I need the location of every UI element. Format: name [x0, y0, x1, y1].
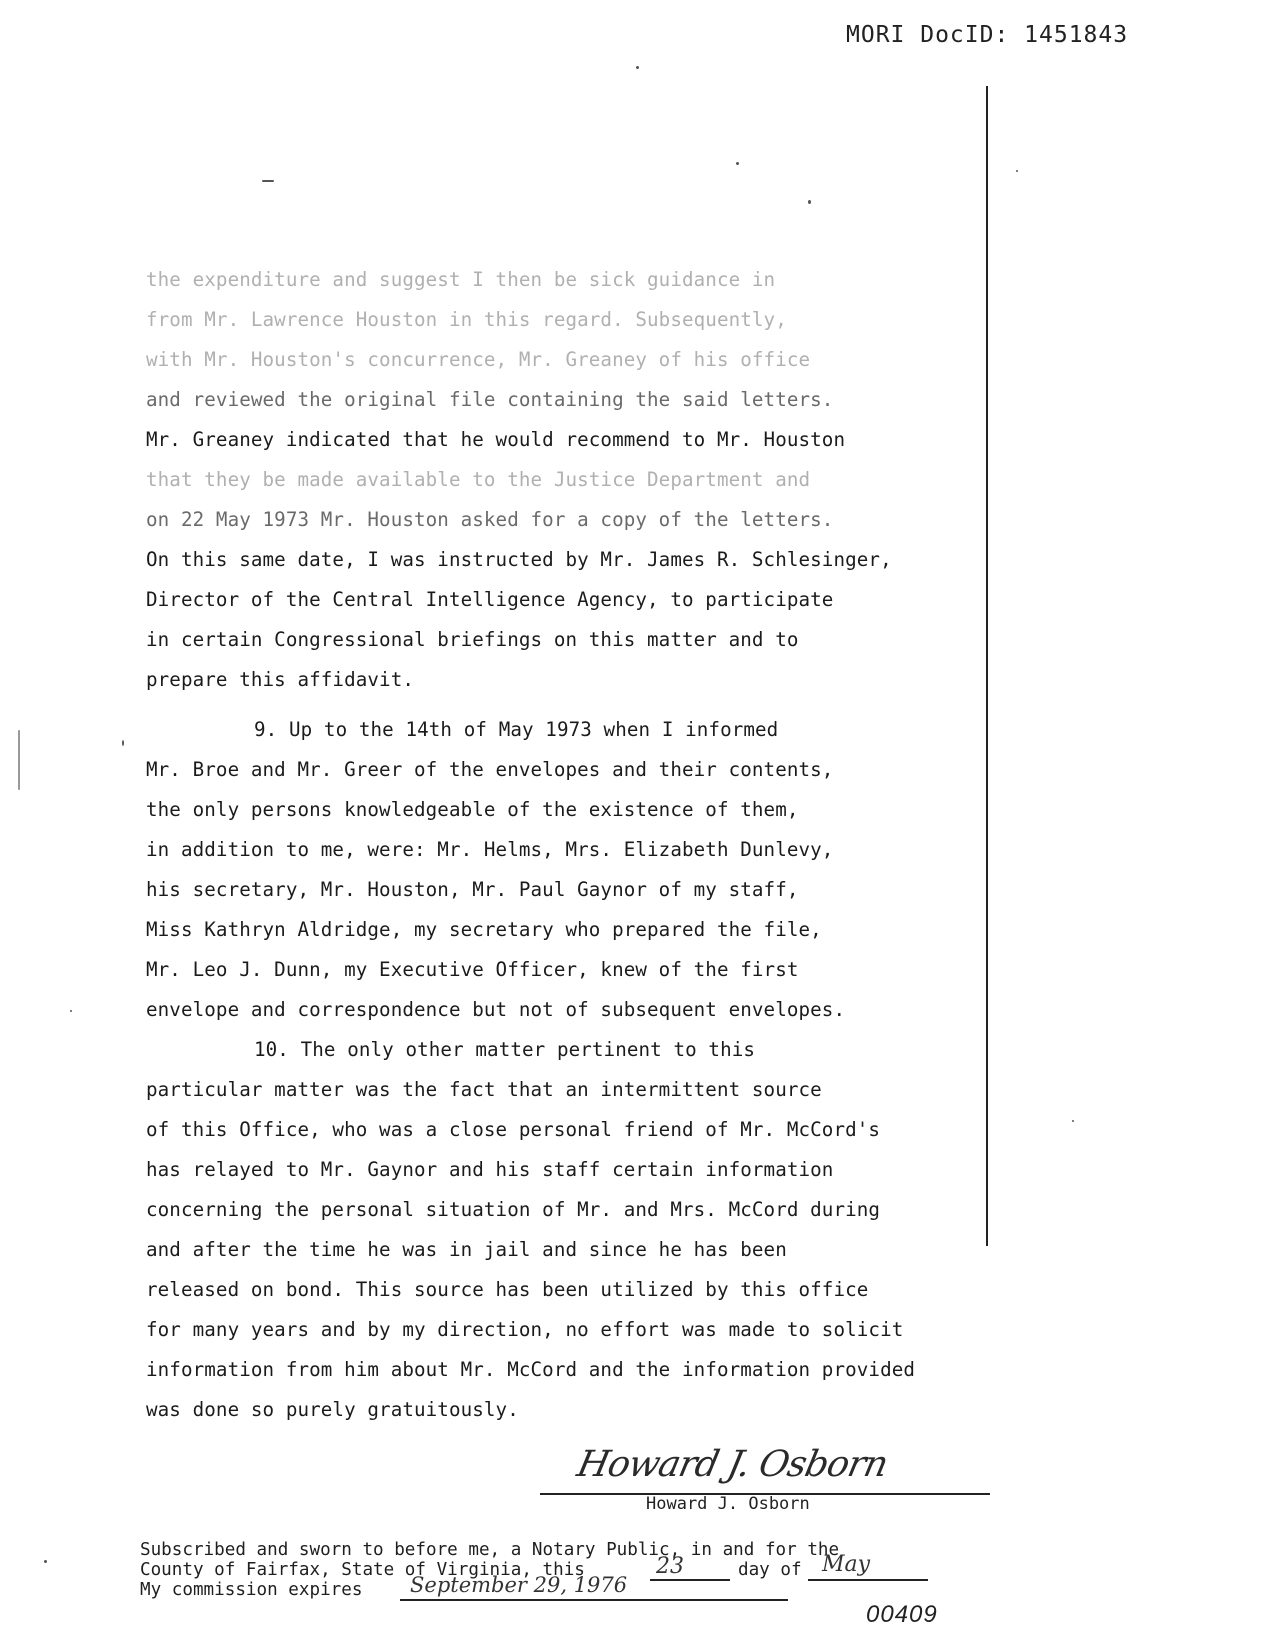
day-underline [650, 1579, 730, 1581]
doc-id: MORI DocID: 1451843 [846, 22, 1129, 48]
body-line: released on bond. This source has been utilized by this office [146, 1278, 869, 1301]
body-line: in certain Congressional briefings on this matter and to [146, 628, 799, 651]
body-line: prepare this affidavit. [146, 668, 414, 691]
scan-speck [70, 1010, 72, 1012]
body-line: the only persons knowledgeable of the existence of them, [146, 798, 799, 821]
body-line: with Mr. Houston's concurrence, Mr. Greaney of his office [146, 348, 811, 371]
paragraph-10-start: 10. The only other matter pertinent to this [254, 1038, 756, 1061]
body-line: has relayed to Mr. Gaynor and his staff certain information [146, 1158, 834, 1181]
notary-day: 23 [656, 1554, 684, 1579]
body-line: Miss Kathryn Aldridge, my secretary who prepared the file, [146, 918, 822, 941]
body-line: that they be made available to the Justice Department and [146, 468, 811, 491]
notary-line-2b: day of [738, 1560, 802, 1580]
scan-speck [808, 200, 811, 204]
notary-line-3: My commission expires [140, 1580, 363, 1600]
scan-speck [736, 162, 739, 165]
paragraph-9-start: 9. Up to the 14th of May 1973 when I informed [254, 718, 779, 741]
notary-line-2a: County of Fairfax, State of Virginia, this [140, 1560, 585, 1580]
scan-speck [44, 1560, 47, 1563]
body-line: information from him about Mr. McCord and the information provided [146, 1358, 916, 1381]
scan-speck [262, 180, 274, 182]
body-line: Mr. Broe and Mr. Greer of the envelopes and their contents, [146, 758, 834, 781]
scan-speck [122, 740, 124, 746]
body-line: Director of the Central Intelligence Agency, to participate [146, 588, 834, 611]
scan-speck [1016, 170, 1018, 172]
signatory-name: Howard J. Osborn [646, 1494, 810, 1514]
body-line: his secretary, Mr. Houston, Mr. Paul Gaynor of my staff, [146, 878, 799, 901]
expiry-underline [400, 1599, 788, 1601]
body-line: on 22 May 1973 Mr. Houston asked for a copy of the letters. [146, 508, 834, 531]
body-line: envelope and correspondence but not of subsequent envelopes. [146, 998, 846, 1021]
body-line: Mr. Leo J. Dunn, my Executive Officer, knew of the first [146, 958, 799, 981]
body-line: from Mr. Lawrence Houston in this regard. Subsequently, [146, 308, 787, 331]
body-line: and reviewed the original file containing the said letters. [146, 388, 834, 411]
commission-expiry: September 29, 1976 [410, 1573, 628, 1597]
page-number: 00409 [866, 1601, 938, 1628]
body-line: the expenditure and suggest I then be sick guidance in [146, 268, 776, 291]
body-line: was done so purely gratuitously. [146, 1398, 519, 1421]
body-line: in addition to me, were: Mr. Helms, Mrs. Elizabeth Dunlevy, [146, 838, 834, 861]
scan-speck [18, 730, 20, 790]
body-line: Mr. Greaney indicated that he would recommend to Mr. Houston [146, 428, 846, 451]
notary-line-1: Subscribed and sworn to before me, a Notary Public, in and for the [140, 1540, 840, 1560]
notary-month: May [822, 1552, 871, 1577]
scan-speck [636, 66, 639, 69]
body-line: particular matter was the fact that an intermittent source [146, 1078, 822, 1101]
body-line: concerning the personal situation of Mr. and Mrs. McCord during [146, 1198, 881, 1221]
margin-rule [986, 86, 988, 1246]
body-line: of this Office, who was a close personal friend of Mr. McCord's [146, 1118, 881, 1141]
scan-speck [1072, 1120, 1074, 1122]
body-line: On this same date, I was instructed by Mr. James R. Schlesinger, [146, 548, 892, 571]
body-line: and after the time he was in jail and since he has been [146, 1238, 787, 1261]
body-line: for many years and by my direction, no effort was made to solicit [146, 1318, 904, 1341]
handwritten-signature: Howard J. Osborn [573, 1444, 892, 1485]
month-underline [808, 1579, 928, 1581]
